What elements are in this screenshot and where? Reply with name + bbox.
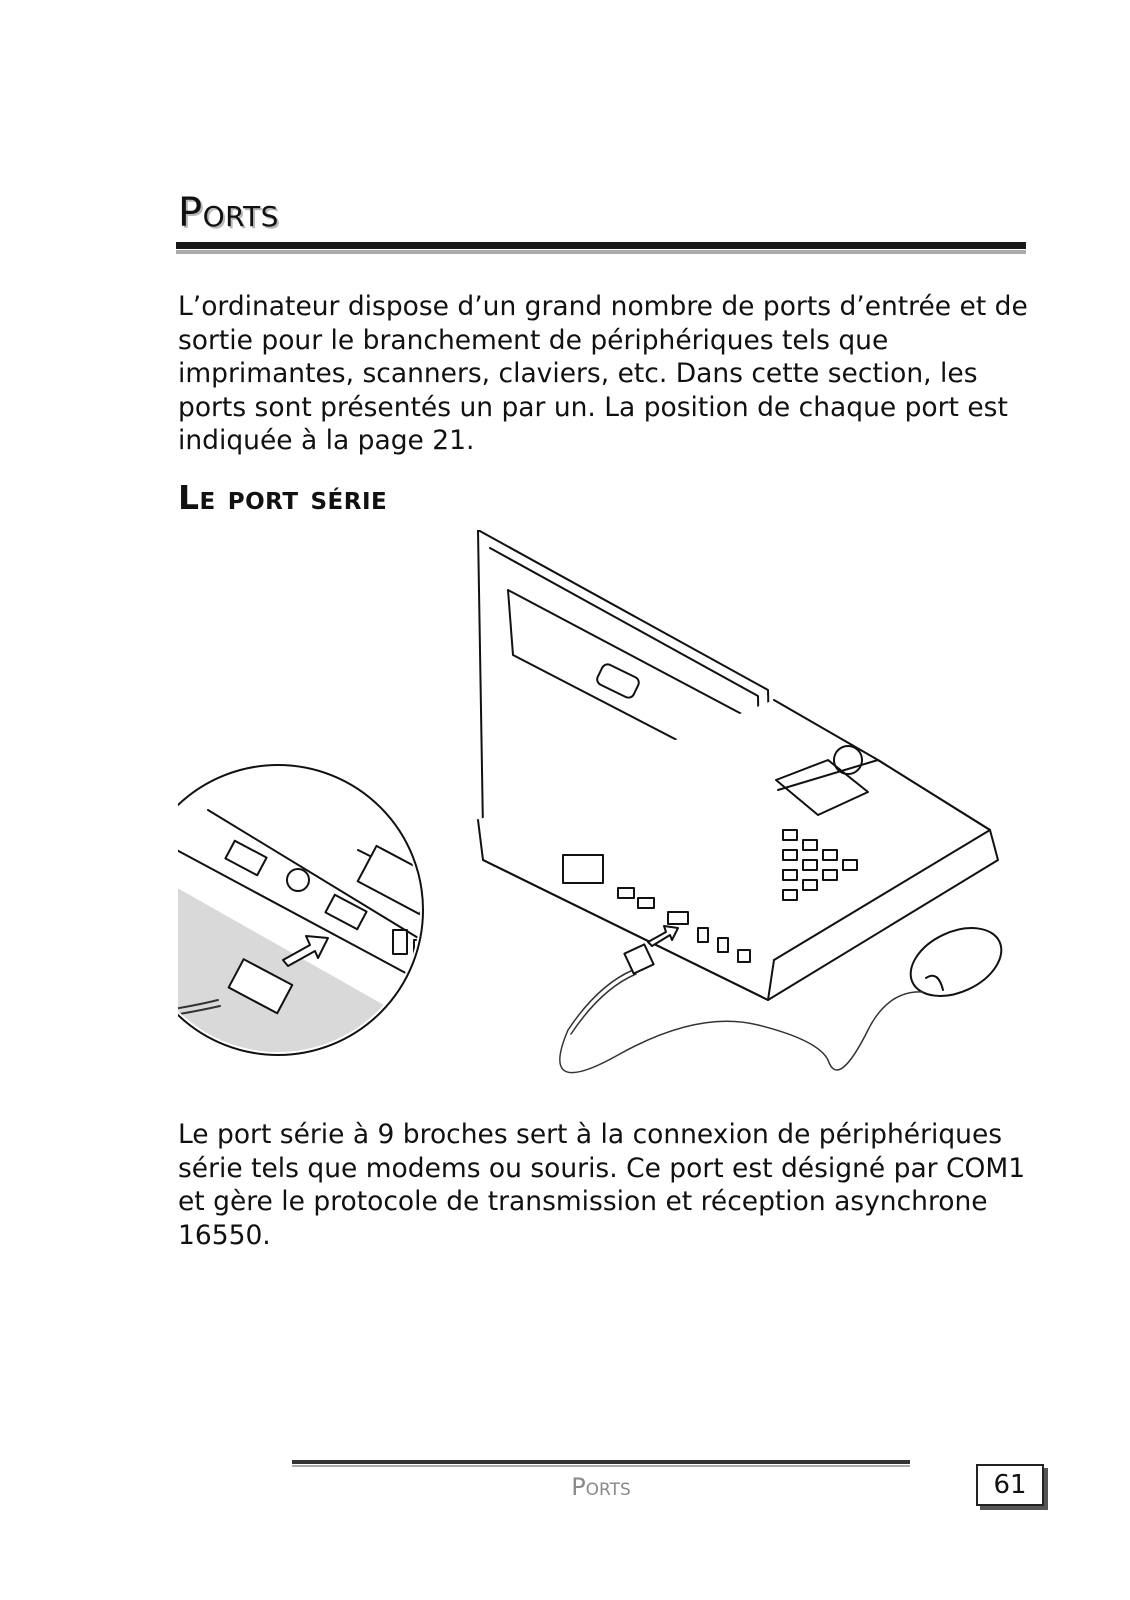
serial-port-illustration — [178, 530, 1028, 1110]
mouse — [900, 915, 1012, 1010]
footer-rule — [292, 1460, 910, 1464]
title-rule — [176, 242, 1026, 249]
title-rule-shadow — [176, 250, 1026, 254]
section-title: Le port série — [178, 478, 388, 517]
footer-title: Ports — [571, 1473, 631, 1501]
intro-paragraph: L’ordinateur dispose d’un grand nombre de ports d’entrée et de sortie pour le branchement de périphériques tels que imprimantes, scanners, claviers, etc. Dans cette section, les ports sont présentés un par un. La position de chaque port est indiquée à la page 21. — [178, 291, 1028, 456]
footer-rule-shadow — [292, 1465, 910, 1467]
page-title: Ports — [178, 190, 279, 236]
page-number: 61 — [976, 1464, 1044, 1506]
body-paragraph: Le port série à 9 broches sert à la connexion de périphériques série tels que modems ou souris. Ce port est désigné par COM1 et gère le protocole de transmission et réception asynchrone 16550. — [178, 1119, 1026, 1251]
